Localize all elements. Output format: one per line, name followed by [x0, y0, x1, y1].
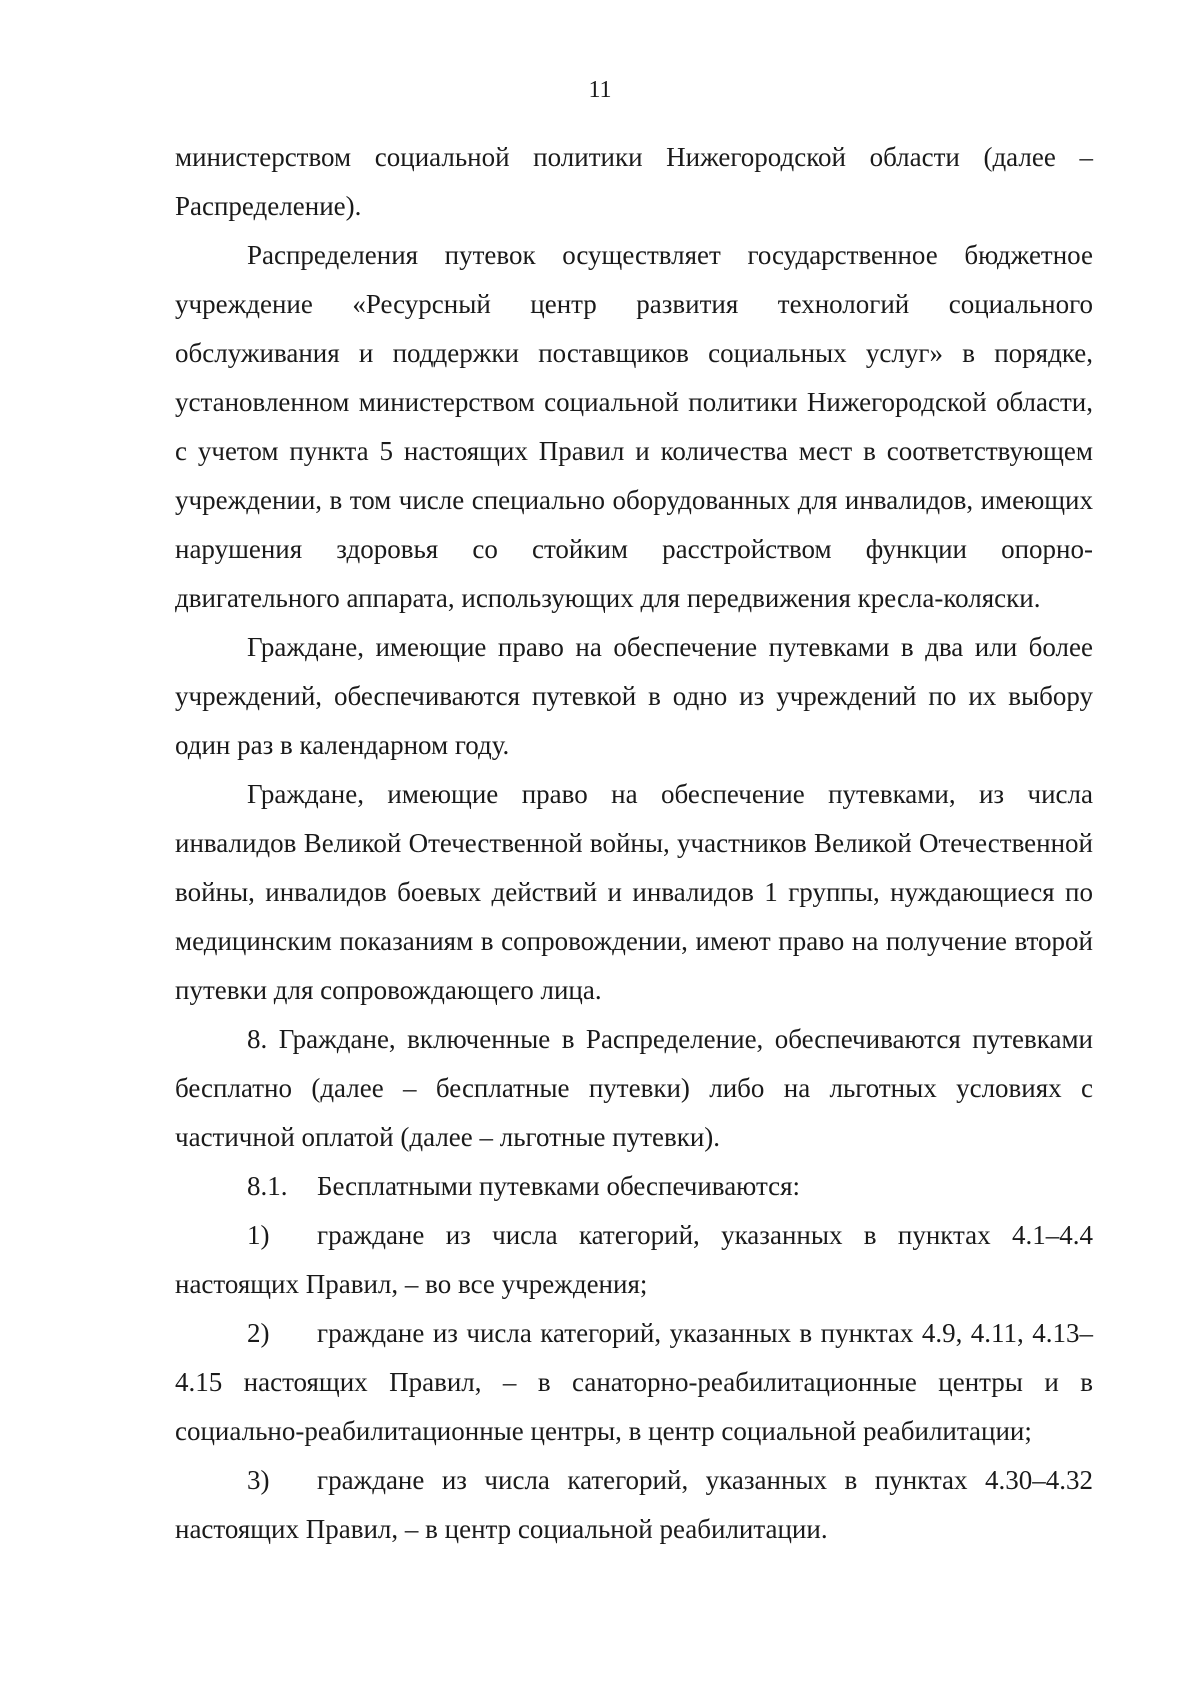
list-item-1 — [175, 1211, 1093, 1309]
item-text: граждане из числа категорий, указанных в пунктах 4.30–4.32 настоящих Правил, – в центр социальной реабилитации. — [175, 1465, 1093, 1544]
item-text: Бесплатными путевками обеспечиваются: — [317, 1171, 801, 1201]
document-body — [175, 133, 1093, 1554]
paragraph-8-1-free-vouchers — [175, 1162, 1093, 1211]
paragraph-8-free-and-discounted: 8. Граждане, включенные в Распределение, обеспечиваются путевками бесплатно (далее – бесплатные путевки) либо на льготных условиях с частичной оплатой (далее – льготные путевки). — [175, 1024, 1093, 1152]
item-text: граждане из числа категорий, указанных в пунктах 4.9, 4.11, 4.13–4.15 настоящих Правил, – в санаторно-реабилитационные центры и в социально-реабилитационные центры, в центр социальной реабилитации; — [175, 1318, 1093, 1446]
paragraph-distribution-continuation: министерством социальной политики Нижегородской области (далее – Распределение). — [175, 142, 1093, 221]
paragraph-accompanying-person: Граждане, имеющие право на обеспечение путевками, из числа инвалидов Великой Отечественной войны, участников Великой Отечественной войны, инвалидов боевых действий и инвалидов 1 группы, нуждающиеся по медицинским показаниям в сопровождении, имеют право на получение второй путевки для сопровождающего лица. — [175, 779, 1093, 1005]
list-item-3 — [175, 1456, 1093, 1554]
item-number: 2) — [247, 1318, 270, 1348]
item-number: 8.1. — [247, 1171, 288, 1201]
list-item-2 — [175, 1309, 1093, 1456]
item-number: 1) — [247, 1220, 270, 1250]
paragraph-distribution-provider: Распределения путевок осуществляет государственное бюджетное учреждение «Ресурсный центр развития технологий социального обслуживания и поддержки поставщиков социальных услуг» в порядке, установленном министерством социальной политики Нижегородской области, с учетом пункта 5 настоящих Правил и количества мест в соответствующем учреждении, в том числе специально оборудованных для инвалидов, имеющих нарушения здоровья со стойким расстройством функции опорно-двигательного аппарата, использующих для передвижения кресла-коляски. — [175, 240, 1093, 613]
item-text: граждане из числа категорий, указанных в пунктах 4.1–4.4 настоящих Правил, – во все учреждения; — [175, 1220, 1093, 1299]
paragraph-multiple-institutions: Граждане, имеющие право на обеспечение путевками в два или более учреждений, обеспечиваются путевкой в одно из учреждений по их выбору один раз в календарном году. — [175, 632, 1093, 760]
item-number: 3) — [247, 1465, 270, 1495]
page-number: 11 — [588, 77, 612, 103]
